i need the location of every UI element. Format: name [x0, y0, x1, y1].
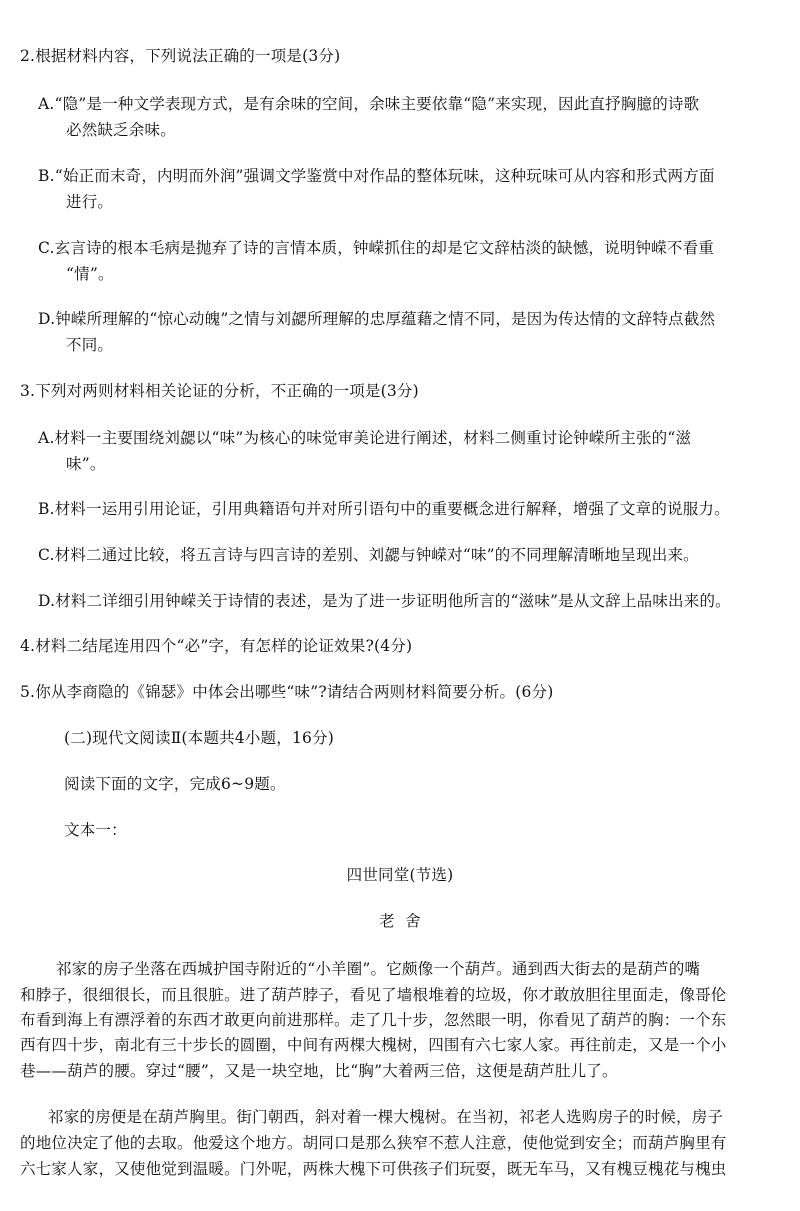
- passage-author: 老 舍: [379, 912, 421, 930]
- q3-option-a: A.材料一主要围绕刘勰以“味”为核心的味觉审美论进行阐述，材料二侧重讨论钟嵘所主张的“滋: [38, 429, 692, 447]
- question-4: 4.材料二结尾连用四个“必”字，有怎样的论证效果?(4分): [20, 637, 413, 655]
- q2-option-b: B.“始正而末奇，内明而外润”强调文学鉴赏中对作品的整体玩味，这种玩味可从内容和形式两方面: [38, 167, 715, 185]
- q3-option-a-cont: 味”。: [66, 455, 106, 473]
- q3-option-d: D.材料二详细引用钟嵘关于诗情的表述，是为了进一步证明他所言的“滋味”是从文辞上品味出来的。: [38, 592, 731, 610]
- q2-option-a-cont: 必然缺乏余味。: [66, 121, 176, 139]
- q2-option-a: A.“隐”是一种文学表现方式，是有余味的空间，余味主要依靠“隐”来实现，因此直抒胸臆的诗歌: [38, 95, 700, 113]
- paragraph-1-line: 祁家的房子坐落在西城护国寺附近的“小羊圈”。它颇像一个葫芦。通到西大街去的是葫芦的嘴: [56, 960, 701, 978]
- instruction: 阅读下面的文字，完成6~9题。: [64, 775, 286, 793]
- q2-option-c-cont: “情”。: [66, 265, 114, 283]
- question-5: 5.你从李商隐的《锦瑟》中体会出哪些“味”?请结合两则材料简要分析。(6分): [20, 683, 554, 701]
- question-2-stem: 2.根据材料内容，下列说法正确的一项是(3分): [20, 47, 341, 65]
- q2-option-b-cont: 进行。: [66, 193, 114, 211]
- paragraph-1-line: 巷——葫芦的腰。穿过“腰”，又是一块空地，比“胸”大着两三倍，这便是葫芦肚儿了。: [20, 1062, 618, 1080]
- q3-option-b: B.材料一运用引用论证，引用典籍语句并对所引语句中的重要概念进行解释，增强了文章的说服力。: [38, 500, 730, 518]
- paragraph-1-line: 布看到海上有漂浮着的东西才敢更向前进那样。走了几十步，忽然眼一明，你看见了葫芦的胸：一个东: [20, 1011, 727, 1029]
- paragraph-2-line: 六七家人家，又使他觉到温暖。门外呢，两株大槐下可供孩子们玩耍，既无车马，又有槐豆槐花与槐虫: [20, 1160, 727, 1178]
- paragraph-2-line: 祁家的房便是在葫芦胸里。街门朝西，斜对着一棵大槐树。在当初，祁老人选购房子的时候，房子: [48, 1108, 724, 1126]
- q2-option-c: C.玄言诗的根本毛病是抛弃了诗的言情本质，钟嵘抓住的却是它文辞枯淡的缺憾，说明钟嵘不看重: [38, 239, 715, 257]
- question-3-stem: 3.下列对两则材料相关论证的分析，不正确的一项是(3分): [20, 382, 419, 400]
- section-heading: (二)现代文阅读Ⅱ(本题共4小题，16分): [64, 729, 335, 747]
- paragraph-1-line: 和脖子，很细很长，而且很脏。进了葫芦脖子，看见了墙根堆着的垃圾，你才敢放胆往里面走，像哥伦: [20, 986, 727, 1004]
- q2-option-d: D.钟嵘所理解的“惊心动魄”之情与刘勰所理解的忠厚蕴藉之情不同，是因为传达情的文辞特点截然: [38, 310, 716, 328]
- text-label: 文本一：: [64, 821, 127, 839]
- paragraph-1-line: 西有四十步，南北有三十步长的圆圈，中间有两棵大槐树，四围有六七家人家。再往前走，又是一个小: [20, 1036, 727, 1054]
- q2-option-d-cont: 不同。: [66, 336, 114, 354]
- q3-option-c: C.材料二通过比较，将五言诗与四言诗的差别、刘勰与钟嵘对“味”的不同理解清晰地呈现出来。: [38, 546, 699, 564]
- passage-title: 四世同堂(节选): [346, 866, 454, 884]
- paragraph-2-line: 的地位决定了他的去取。他爱这个地方。胡同口是那么狭窄不惹人注意，使他觉到安全；而葫芦胸里有: [20, 1134, 727, 1152]
